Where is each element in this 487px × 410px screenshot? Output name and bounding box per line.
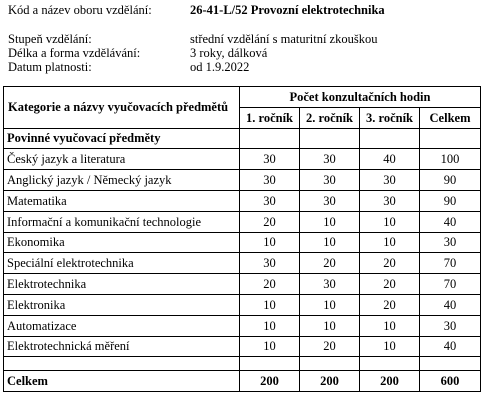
hours-year1: 30 — [240, 253, 300, 274]
hours-year3: 20 — [360, 294, 420, 315]
subject-name: Speciální elektrotechnika — [4, 253, 240, 274]
hours-year1: 20 — [240, 211, 300, 232]
total-label: Celkem — [4, 371, 240, 392]
hours-total: 70 — [420, 274, 481, 295]
subject-name: Anglický jazyk / Německý jazyk — [4, 170, 240, 191]
col-header-year2: 2. ročník — [300, 107, 360, 128]
hours-year3: 30 — [360, 190, 420, 211]
hours-year1: 10 — [240, 336, 300, 357]
total-year2: 200 — [300, 371, 360, 392]
empty-cell — [360, 357, 420, 371]
hours-total: 100 — [420, 149, 481, 170]
hours-year3: 10 — [360, 211, 420, 232]
col-header-total: Celkem — [420, 107, 481, 128]
col-header-subjects: Kategorie a názvy vyučovacích předmětů — [4, 87, 240, 129]
field-length-value: 3 roky, dálková — [190, 46, 268, 60]
hours-year2: 10 — [300, 211, 360, 232]
hours-year3: 10 — [360, 336, 420, 357]
total-row — [4, 371, 481, 392]
field-code-value: 26-41-L/52 Provozní elektrotechnika — [190, 3, 385, 17]
hours-total: 40 — [420, 211, 481, 232]
total-year3: 200 — [360, 371, 420, 392]
col-header-year1: 1. ročník — [240, 107, 300, 128]
subject-name: Automatizace — [4, 315, 240, 336]
hours-year1: 10 — [240, 294, 300, 315]
hours-year1: 30 — [240, 149, 300, 170]
table-row — [4, 170, 481, 191]
hours-year2: 20 — [300, 336, 360, 357]
hours-year1: 30 — [240, 170, 300, 191]
spacer-row — [4, 357, 481, 371]
hours-year1: 10 — [240, 315, 300, 336]
table-row — [4, 336, 481, 357]
hours-year2: 20 — [300, 253, 360, 274]
hours-total: 40 — [420, 336, 481, 357]
field-validity-label: Datum platnosti: — [8, 60, 92, 74]
field-length-label: Délka a forma vzdělávání: — [8, 46, 141, 60]
total-year1: 200 — [240, 371, 300, 392]
table-row — [4, 232, 481, 253]
empty-cell — [360, 128, 420, 149]
subject-name: Elektrotechnika — [4, 274, 240, 295]
total-sum: 600 — [420, 371, 481, 392]
empty-cell — [240, 128, 300, 149]
field-validity — [8, 60, 478, 74]
field-code-label: Kód a název oboru vzdělání: — [8, 3, 152, 17]
hours-year3: 10 — [360, 315, 420, 336]
hours-year2: 10 — [300, 294, 360, 315]
hours-year2: 10 — [300, 232, 360, 253]
field-level — [8, 32, 478, 46]
hours-year1: 20 — [240, 274, 300, 295]
subject-name: Elektrotechnická měření — [4, 336, 240, 357]
empty-cell — [300, 357, 360, 371]
subject-name: Český jazyk a literatura — [4, 149, 240, 170]
curriculum-table — [3, 86, 481, 392]
hours-year2: 30 — [300, 190, 360, 211]
hours-total: 40 — [420, 294, 481, 315]
field-level-label: Stupeň vzdělání: — [8, 32, 92, 46]
subject-name: Ekonomika — [4, 232, 240, 253]
hours-year3: 10 — [360, 232, 420, 253]
hours-year3: 40 — [360, 149, 420, 170]
hours-year1: 30 — [240, 190, 300, 211]
subject-name: Elektronika — [4, 294, 240, 315]
field-level-value: střední vzdělání s maturitní zkouškou — [190, 32, 378, 46]
document-header — [8, 3, 478, 74]
col-header-group: Počet konzultačních hodin — [240, 87, 481, 108]
hours-total: 30 — [420, 315, 481, 336]
empty-cell — [4, 357, 240, 371]
table-row — [4, 149, 481, 170]
hours-year1: 10 — [240, 232, 300, 253]
table-row — [4, 274, 481, 295]
hours-total: 90 — [420, 170, 481, 191]
table-row — [4, 253, 481, 274]
empty-cell — [300, 128, 360, 149]
subject-name: Matematika — [4, 190, 240, 211]
hours-year2: 10 — [300, 315, 360, 336]
table-row — [4, 315, 481, 336]
hours-total: 70 — [420, 253, 481, 274]
hours-year2: 30 — [300, 274, 360, 295]
empty-cell — [240, 357, 300, 371]
section-label: Povinné vyučovací předměty — [4, 128, 240, 149]
hours-year2: 30 — [300, 170, 360, 191]
hours-year3: 20 — [360, 274, 420, 295]
empty-cell — [420, 357, 481, 371]
col-header-year3: 3. ročník — [360, 107, 420, 128]
section-row — [4, 128, 481, 149]
field-length — [8, 46, 478, 60]
empty-cell — [420, 128, 481, 149]
field-code — [8, 3, 478, 17]
table-row — [4, 190, 481, 211]
field-validity-value: od 1.9.2022 — [190, 60, 250, 74]
hours-year3: 20 — [360, 253, 420, 274]
table-row — [4, 294, 481, 315]
table-header-row — [4, 87, 481, 108]
subject-name: Informační a komunikační technologie — [4, 211, 240, 232]
table-row — [4, 211, 481, 232]
hours-total: 90 — [420, 190, 481, 211]
hours-total: 30 — [420, 232, 481, 253]
hours-year3: 30 — [360, 170, 420, 191]
hours-year2: 30 — [300, 149, 360, 170]
